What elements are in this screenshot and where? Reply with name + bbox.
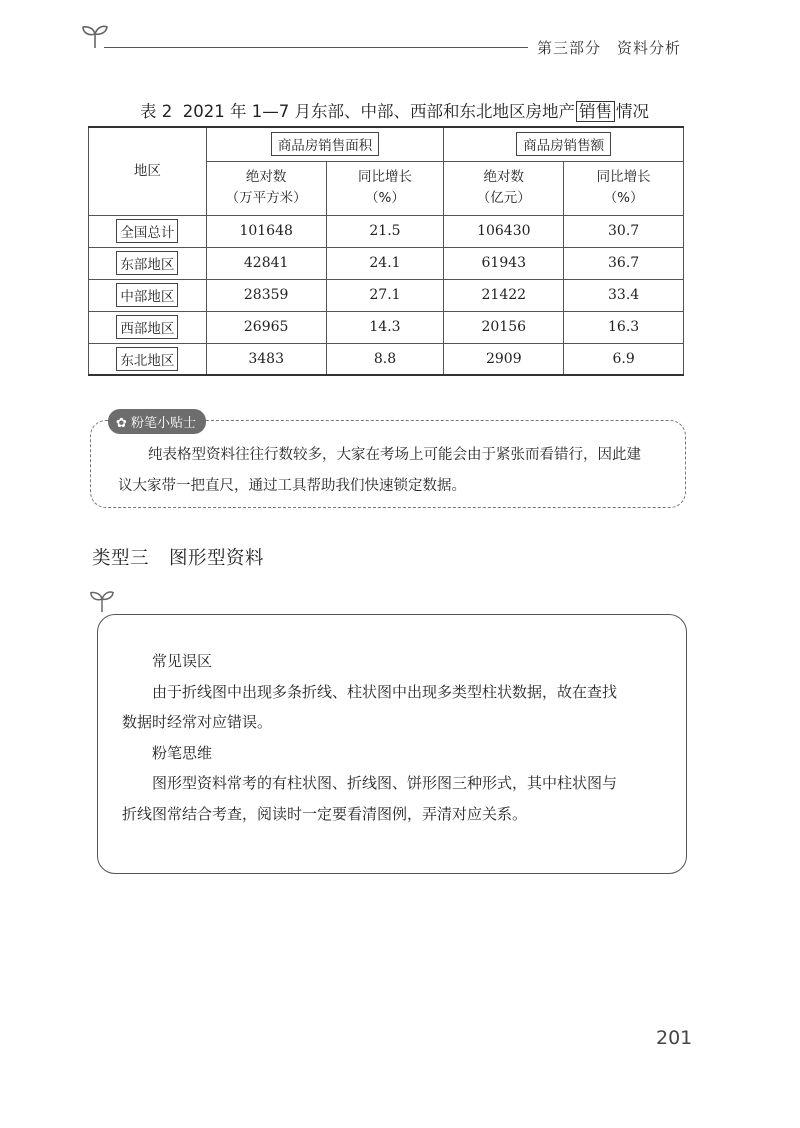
section-label: 类型三 xyxy=(92,548,150,569)
sales-growth-cell: 16.3 xyxy=(564,311,684,343)
region-cell: 东部地区 xyxy=(116,251,178,275)
subheader-sales: 绝对数 （亿元） xyxy=(444,161,564,215)
note-text xyxy=(122,646,682,829)
sales-cell: 106430 xyxy=(444,215,564,247)
region-cell: 西部地区 xyxy=(116,315,178,339)
sales-cell: 2909 xyxy=(444,343,564,375)
table-row xyxy=(89,215,684,247)
area-cell: 3483 xyxy=(206,343,326,375)
table-caption xyxy=(140,98,649,122)
table-row xyxy=(89,311,684,343)
region-cell: 东北地区 xyxy=(116,347,178,371)
sprout-icon xyxy=(88,588,116,614)
note-p1-line-2: 数据时经常对应错误。 xyxy=(122,713,273,731)
note-heading-1: 常见误区 xyxy=(152,652,213,670)
caption-mid: 2021 年 1—7 月东部、中部、西部和东北地区房地产 xyxy=(182,102,575,121)
data-table xyxy=(88,126,684,376)
tip-badge-label: 粉笔小贴士 xyxy=(131,416,197,431)
sales-cell: 21422 xyxy=(444,279,564,311)
note-p1-line-1: 由于折线图中出现多条折线、柱状图中出现多类型柱状数据，故在查找 xyxy=(152,682,618,701)
note-p2-line-2: 折线图常结合考查，阅读时一定要看清图例，弄清对应关系。 xyxy=(122,804,528,823)
subheader-sales-growth: 同比增长 （%） xyxy=(564,161,684,215)
table-row xyxy=(89,343,684,375)
group-area-header xyxy=(206,127,444,161)
area-cell: 28359 xyxy=(206,279,326,311)
header-rule xyxy=(104,47,528,48)
subheader-area-growth: 同比增长 （%） xyxy=(326,161,444,215)
sales-growth-cell: 33.4 xyxy=(564,279,684,311)
sprout-icon xyxy=(80,22,110,50)
area-growth-cell: 8.8 xyxy=(326,343,444,375)
sales-growth-cell: 36.7 xyxy=(564,247,684,279)
group-area-label: 商品房销售面积 xyxy=(271,132,380,156)
tip-text xyxy=(118,440,678,502)
table-row xyxy=(89,279,684,311)
area-growth-cell: 24.1 xyxy=(326,247,444,279)
section-heading xyxy=(92,544,284,570)
caption-boxed: 销售 xyxy=(576,101,615,122)
page-number: 201 xyxy=(656,1027,693,1049)
area-growth-cell: 21.5 xyxy=(326,215,444,247)
area-cell: 101648 xyxy=(206,215,326,247)
region-header: 地区 xyxy=(89,127,207,215)
note-heading-2: 粉笔思维 xyxy=(152,743,213,762)
sales-growth-cell: 30.7 xyxy=(564,215,684,247)
subheader-area: 绝对数 （万平方米） xyxy=(206,161,326,215)
table-row xyxy=(89,247,684,279)
sales-cell: 20156 xyxy=(444,311,564,343)
tip-line-1: 纯表格型资料往往行数较多，大家在考场上可能会由于紧张而看错行，因此建 xyxy=(148,447,641,463)
note-p2-line-1: 图形型资料常考的有柱状图、折线图、饼形图三种形式，其中柱状图与 xyxy=(152,774,618,792)
region-cell: 中部地区 xyxy=(116,283,178,307)
tip-line-2: 议大家带一把直尺，通过工具帮助我们快速锁定数据。 xyxy=(118,478,466,494)
sales-cell: 61943 xyxy=(444,247,564,279)
area-growth-cell: 27.1 xyxy=(326,279,444,311)
header-part: 第三部分 xyxy=(537,39,602,57)
area-cell: 42841 xyxy=(206,247,326,279)
area-growth-cell: 14.3 xyxy=(326,311,444,343)
seedling-icon: ✿ xyxy=(116,416,127,431)
tip-badge xyxy=(108,409,206,434)
header-title: 资料分析 xyxy=(617,39,682,57)
caption-prefix: 表 2 xyxy=(140,102,173,121)
region-cell: 全国总计 xyxy=(116,219,178,243)
group-sales-header xyxy=(444,127,684,161)
caption-suffix: 情况 xyxy=(615,102,649,121)
section-title: 图形型资料 xyxy=(169,548,265,569)
sales-growth-cell: 6.9 xyxy=(564,343,684,375)
running-header xyxy=(537,37,697,58)
group-sales-label: 商品房销售额 xyxy=(516,132,611,156)
area-cell: 26965 xyxy=(206,311,326,343)
